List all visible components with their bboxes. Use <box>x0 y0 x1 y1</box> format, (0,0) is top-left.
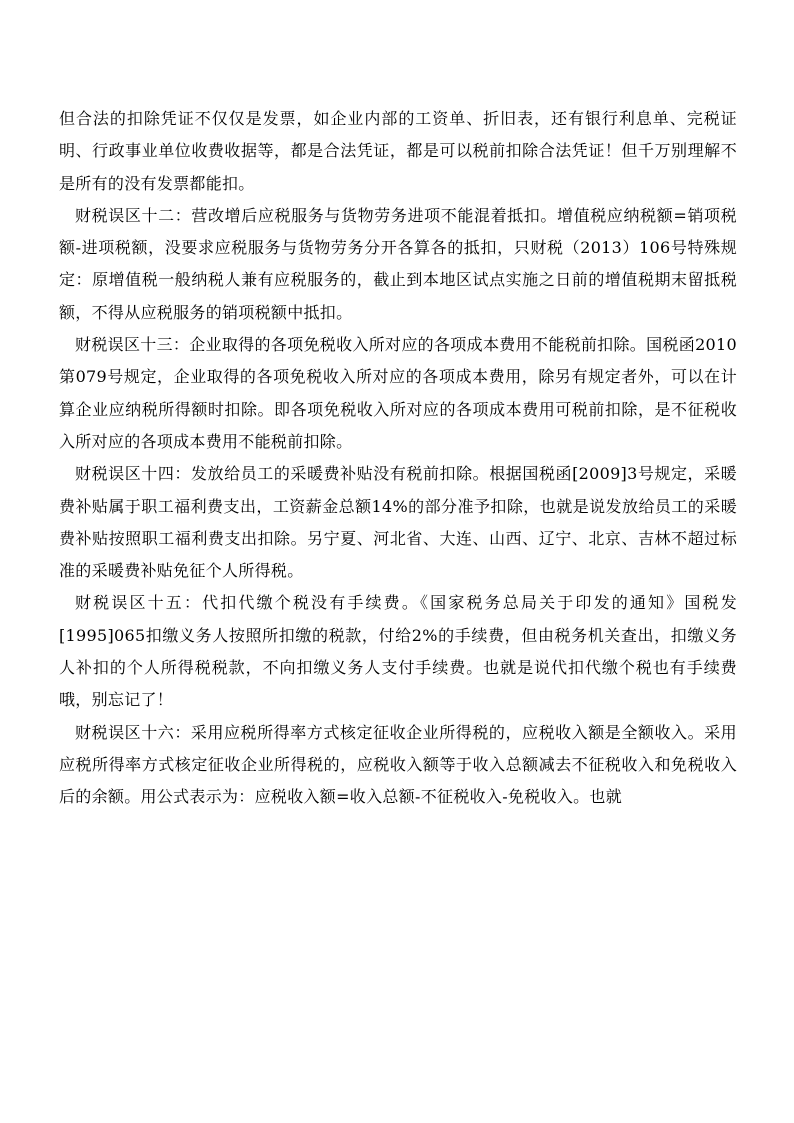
paragraph-5: 财税误区十五：代扣代缴个税没有手续费。《国家税务总局关于印发的通知》国税发[1995]065扣缴义务人按照所扣缴的税款，付给2%的手续费，但由税务机关查出，扣缴义务人补扣的个人所得税税款，不向扣缴义务人支付手续费。也就是说代扣代缴个税也有手续费哦，别忘记了！ <box>59 593 737 710</box>
paragraph-6: 财税误区十六：采用应税所得率方式核定征收企业所得税的，应税收入额是全额收入。采用应税所得率方式核定征收企业所得税的，应税收入额等于收入总额减去不征税收入和免税收入后的余额。用公式表示为：应税收入额=收入总额-不征税收入-免税收入。也就 <box>59 722 737 807</box>
paragraph-4: 财税误区十四：发放给员工的采暖费补贴没有税前扣除。根据国税函[2009]3号规定，采暖费补贴属于职工福利费支出，工资薪金总额14%的部分准予扣除，也就是说发放给员工的采暖费补贴按照职工福利费支出扣除。另宁夏、河北省、大连、山西、辽宁、北京、吉林不超过标准的采暖费补贴免征个人所得税。 <box>59 464 737 581</box>
paragraph-3: 财税误区十三：企业取得的各项免税收入所对应的各项成本费用不能税前扣除。国税函2010第079号规定，企业取得的各项免税收入所对应的各项成本费用，除另有规定者外，可以在计算企业应纳税所得额时扣除。即各项免税收入所对应的各项成本费用可税前扣除，是不征税收入所对应的各项成本费用不能税前扣除。 <box>59 335 737 451</box>
paragraph-1: 但合法的扣除凭证不仅仅是发票，如企业内部的工资单、折旧表，还有银行利息单、完税证明、行政事业单位收费收据等，都是合法凭证，都是可以税前扣除合法凭证！但千万别理解不是所有的没有发票都能扣。 <box>59 109 737 193</box>
paragraph-2: 财税误区十二：营改增后应税服务与货物劳务进项不能混着抵扣。增值税应纳税额=销项税额-进项税额，没要求应税服务与货物劳务分开各算各的抵扣，只财税（2013）106号特殊规定：原增值税一般纳税人兼有应税服务的，截止到本地区试点实施之日前的增值税期末留抵税额，不得从应税服务的销项税额中抵扣。 <box>59 205 737 322</box>
document-body <box>59 103 737 814</box>
